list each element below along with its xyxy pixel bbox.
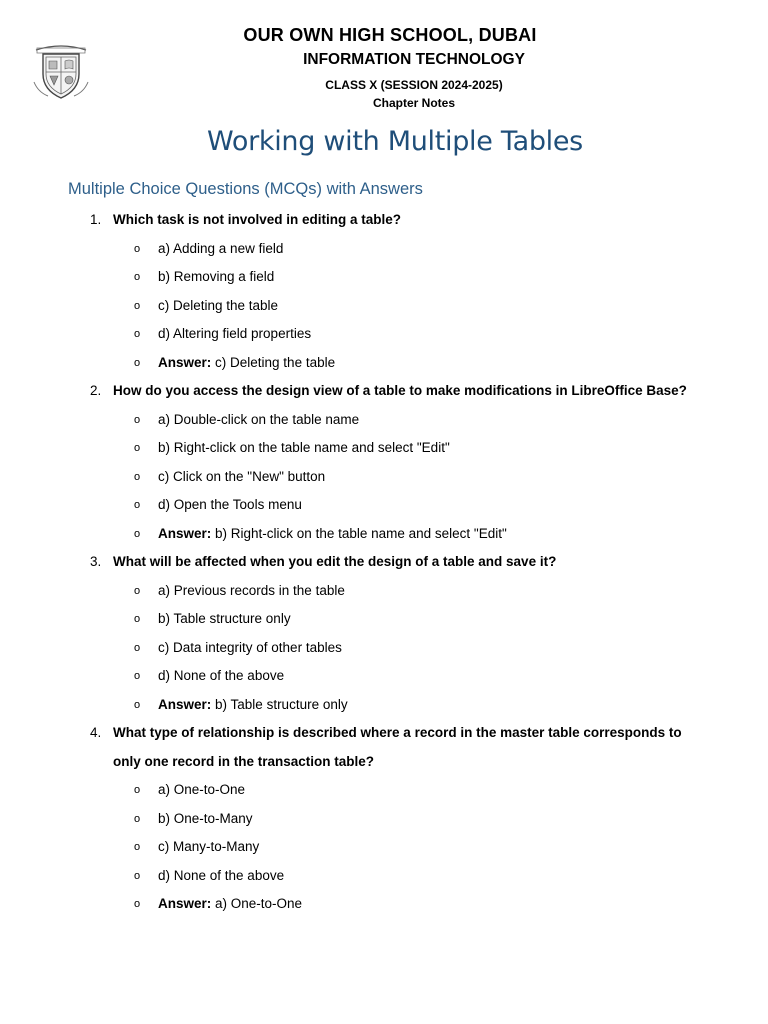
option-item: o a) One-to-One <box>0 776 768 805</box>
option-item: o d) Altering field properties <box>0 320 768 349</box>
option-list <box>0 577 768 720</box>
hollow-bullet-icon: o <box>134 584 141 597</box>
option-item: o a) Adding a new field <box>0 235 768 264</box>
hollow-bullet-icon: o <box>134 527 141 540</box>
option-list <box>0 776 768 919</box>
question-number: 2. <box>90 383 102 398</box>
hollow-bullet-icon: o <box>134 499 141 511</box>
option-item: o d) Open the Tools menu <box>0 491 768 520</box>
answer-item <box>0 890 768 919</box>
answer-label: Answer: <box>158 896 212 911</box>
section-heading: Multiple Choice Questions (MCQs) with Answers <box>68 180 423 198</box>
option-item: o b) Removing a field <box>0 263 768 292</box>
hollow-bullet-icon: o <box>134 641 141 654</box>
hollow-bullet-icon: o <box>134 698 141 711</box>
option-item: o c) Deleting the table <box>0 292 768 321</box>
answer-item <box>0 349 768 378</box>
hollow-bullet-icon: o <box>134 242 141 255</box>
option-item: o c) Click on the "New" button <box>0 463 768 492</box>
answer-label: Answer: <box>158 525 212 541</box>
hollow-bullet-icon: o <box>134 869 141 882</box>
answer-text: a) One-to-One <box>215 896 303 911</box>
answer-label: Answer: <box>158 354 212 370</box>
question-item <box>0 548 768 719</box>
answer-text: b) Table structure only <box>215 696 348 712</box>
option-item: o d) None of the above <box>0 862 768 891</box>
page-title: Working with Multiple Tables <box>207 126 583 157</box>
option-list <box>0 235 768 378</box>
hollow-bullet-icon: o <box>134 299 141 312</box>
option-list <box>0 406 768 549</box>
question-text: Which task is not involved in editing a table? <box>113 212 402 227</box>
answer-text: b) Right-click on the table name and select "Edit" <box>215 525 507 541</box>
answer-label: Answer: <box>158 696 212 712</box>
answer-text: c) Deleting the table <box>215 354 336 370</box>
question-number: 1. <box>90 212 102 227</box>
question-text: How do you access the design view of a table to make modifications in LibreOffice Base? <box>113 383 687 398</box>
option-item: o d) None of the above <box>0 662 768 691</box>
hollow-bullet-icon: o <box>134 841 141 853</box>
option-item: o b) Table structure only <box>0 605 768 634</box>
question-list <box>0 206 768 919</box>
question-item <box>0 377 768 548</box>
option-item: o a) Previous records in the table <box>0 577 768 606</box>
answer-item <box>0 520 768 549</box>
hollow-bullet-icon: o <box>134 442 141 454</box>
question-text: What type of relationship is described where a record in the master table corresponds to only one record in the transaction table? <box>113 725 682 769</box>
hollow-bullet-icon: o <box>134 271 141 283</box>
question-item <box>0 206 768 377</box>
chapter-notes-label: Chapter Notes <box>372 96 455 110</box>
hollow-bullet-icon: o <box>134 356 141 369</box>
question-number: 3. <box>90 554 102 569</box>
option-item: o c) Data integrity of other tables <box>0 634 768 663</box>
hollow-bullet-icon: o <box>134 670 141 682</box>
hollow-bullet-icon: o <box>134 812 141 825</box>
hollow-bullet-icon: o <box>134 613 141 625</box>
class-session: CLASS X (SESSION 2024-2025) <box>325 78 503 92</box>
question-text: What will be affected when you edit the design of a table and save it? <box>113 554 557 569</box>
hollow-bullet-icon: o <box>134 470 141 483</box>
hollow-bullet-icon: o <box>134 898 141 910</box>
option-item: o b) One-to-Many <box>0 805 768 834</box>
hollow-bullet-icon: o <box>134 784 141 796</box>
question-item <box>0 719 768 919</box>
answer-item <box>0 691 768 720</box>
option-item: o c) Many-to-Many <box>0 833 768 862</box>
hollow-bullet-icon: o <box>134 328 141 340</box>
hollow-bullet-icon: o <box>134 413 141 426</box>
question-number: 4. <box>90 725 102 740</box>
option-item: o a) Double-click on the table name <box>0 406 768 435</box>
school-name: OUR OWN HIGH SCHOOL, DUBAI <box>243 25 537 45</box>
subject-title: INFORMATION TECHNOLOGY <box>303 51 525 68</box>
option-item: o b) Right-click on the table name and select "Edit" <box>0 434 768 463</box>
